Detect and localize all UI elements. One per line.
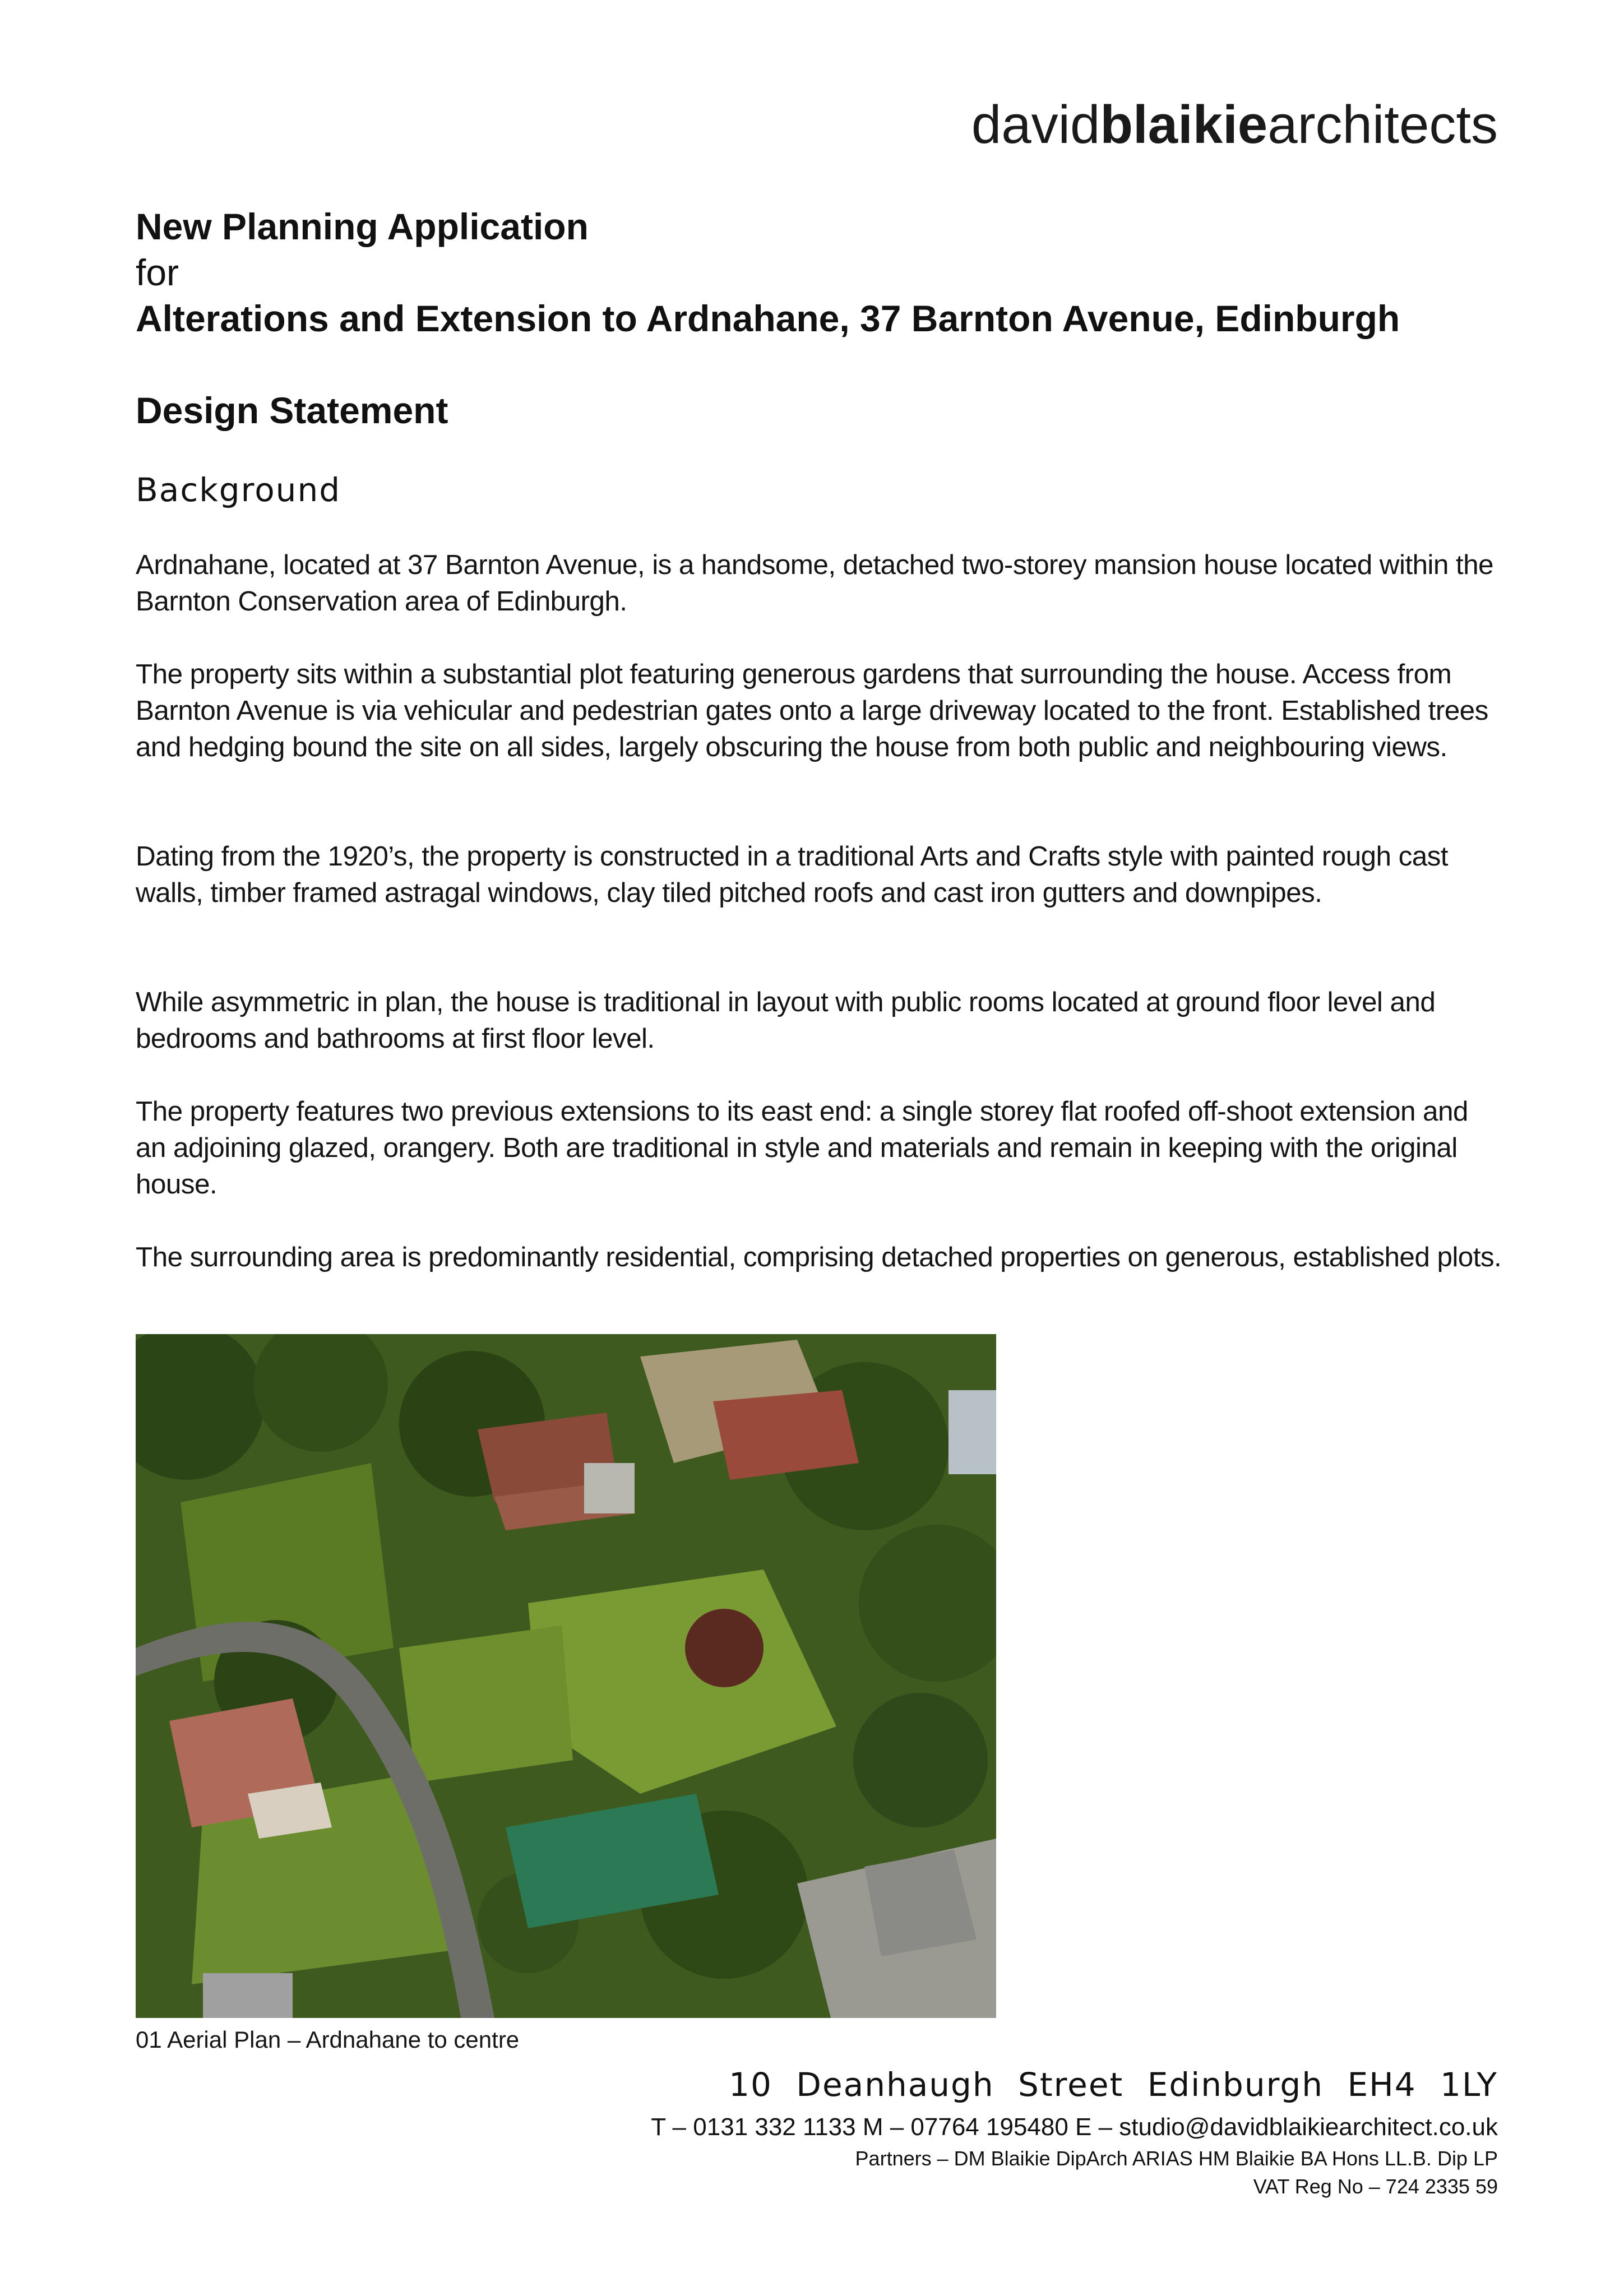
- footer-partners: Partners – DM Blaikie DipArch ARIAS HM Blaikie BA Hons LL.B. Dip LP: [855, 2147, 1498, 2170]
- figure-caption: 01 Aerial Plan – Ardnahane to centre: [136, 2026, 520, 2053]
- title-line-3: Alterations and Extension to Ardnahane, 37 Barnton Avenue, Edinburgh: [136, 298, 1400, 339]
- subsection-heading: Background: [136, 471, 341, 509]
- paragraph-4: While asymmetric in plan, the house is traditional in layout with public rooms located at ground floor level and bedrooms and bathrooms at first floor level.: [136, 987, 1436, 1054]
- company-logo: [971, 94, 1498, 156]
- aerial-photo: [136, 1334, 996, 2018]
- logo-prefix: david: [971, 95, 1100, 155]
- paragraph-2: The property sits within a substantial plot featuring generous gardens that surrounding the house. Access from Barnton Avenue is via vehicular and pedestrian gates onto a large driveway located to the front. Established trees and hedging bound the site on all sides, largely obscuring the house from both public and neighbouring views.: [136, 659, 1488, 762]
- paragraph-3: Dating from the 1920’s, the property is constructed in a traditional Arts and Crafts style with painted rough cast walls, timber framed astragal windows, clay tiled pitched roofs and cast iron gutters and downpipes.: [136, 841, 1448, 908]
- paragraph-6: The surrounding area is predominantly residential, comprising detached properties on generous, established plots.: [136, 1242, 1502, 1272]
- paragraph-5: The property features two previous extensions to its east end: a single storey flat roofed off-shoot extension and an adjoining glazed, orangery. Both are traditional in style and materials and remain in keeping with the original house.: [136, 1096, 1468, 1200]
- footer-address: 10 Deanhaugh Street Edinburgh EH4 1LY: [729, 2066, 1498, 2104]
- title-line-1: New Planning Application: [136, 206, 589, 247]
- title-line-2: for: [136, 252, 179, 293]
- footer-contact: T – 0131 332 1133 M – 07764 195480 E – studio@davidblaikiearchitect.co.uk: [651, 2113, 1498, 2141]
- logo-bold: blaikie: [1100, 95, 1268, 155]
- paragraph-1: Ardnahane, located at 37 Barnton Avenue, is a handsome, detached two-storey mansion house located within the Barnton Conservation area of Edinburgh.: [136, 549, 1493, 617]
- footer-vat: VAT Reg No – 724 2335 59: [1253, 2175, 1498, 2198]
- logo-suffix: architects: [1267, 95, 1498, 155]
- section-heading: Design Statement: [136, 390, 448, 431]
